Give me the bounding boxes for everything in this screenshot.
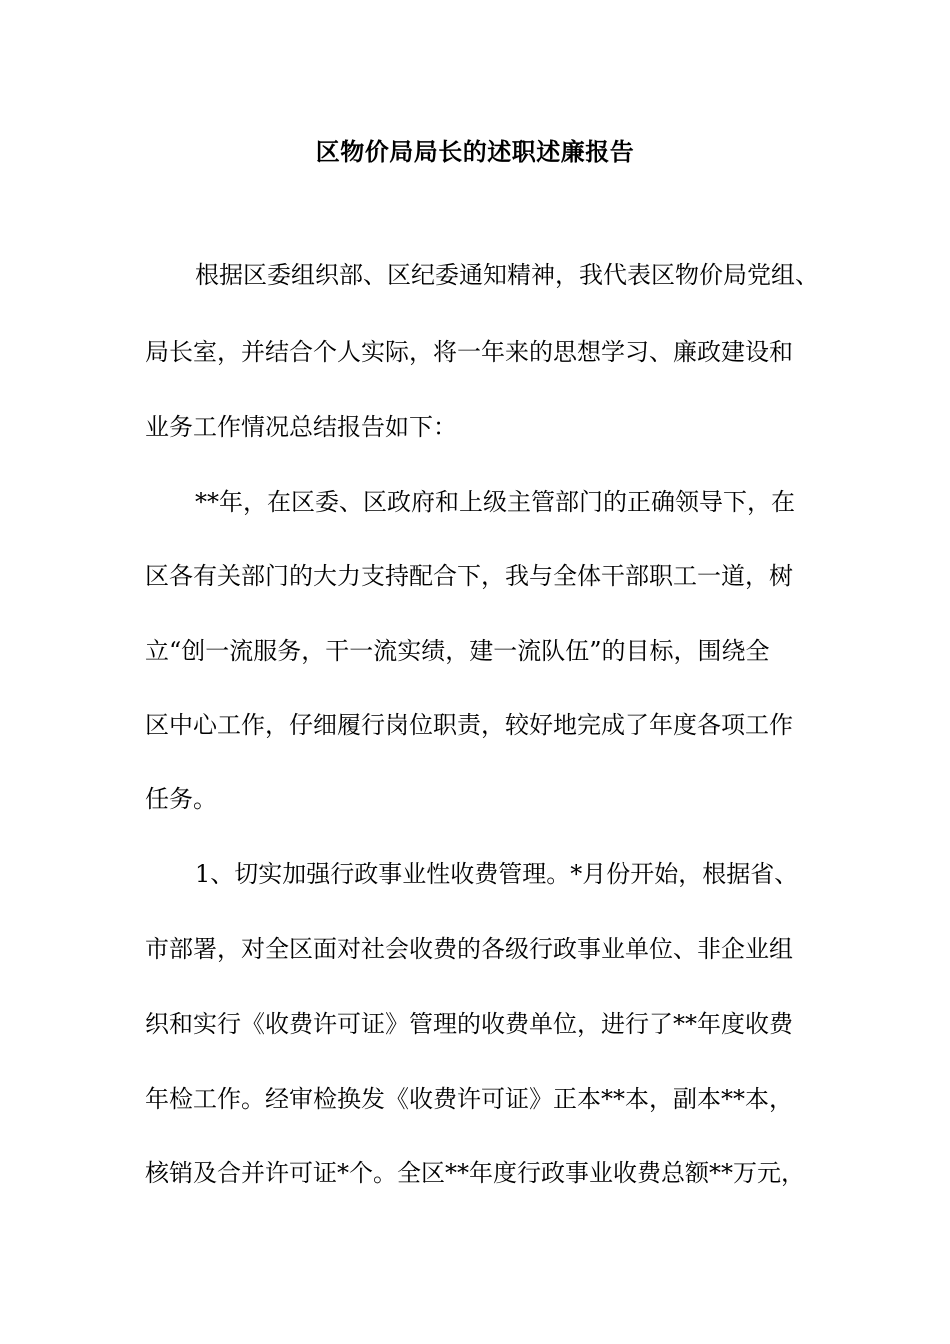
body-line: 根据区委组织部、区纪委通知精神，我代表区物价局党组、 bbox=[195, 261, 819, 289]
body-line: 任务。 bbox=[145, 785, 217, 813]
body-line: 1、切实加强行政事业性收费管理。*月份开始，根据省、 bbox=[195, 860, 799, 888]
body-line: 年检工作。经审检换发《收费许可证》正本**本，副本**本， bbox=[145, 1085, 793, 1113]
body-line: 市部署，对全区面对社会收费的各级行政事业单位、非企业组 bbox=[145, 935, 793, 963]
body-line: 核销及合并许可证*个。全区**年度行政事业收费总额**万元， bbox=[145, 1159, 805, 1187]
body-line: 区各有关部门的大力支持配合下，我与全体干部职工一道，树 bbox=[145, 562, 793, 590]
body-line: 织和实行《收费许可证》管理的收费单位，进行了**年度收费 bbox=[145, 1010, 793, 1038]
body-line: 立“创一流服务，干一流实绩，建一流队伍”的目标，围绕全 bbox=[145, 637, 770, 665]
body-line: **年，在区委、区政府和上级主管部门的正确领导下，在 bbox=[195, 488, 795, 516]
body-line: 业务工作情况总结报告如下： bbox=[145, 413, 457, 441]
body-line: 区中心工作，仔细履行岗位职责，较好地完成了年度各项工作 bbox=[145, 711, 793, 739]
document-title: 区物价局局长的述职述廉报告 bbox=[315, 137, 635, 166]
body-line: 局长室，并结合个人实际，将一年来的思想学习、廉政建设和 bbox=[145, 338, 793, 366]
